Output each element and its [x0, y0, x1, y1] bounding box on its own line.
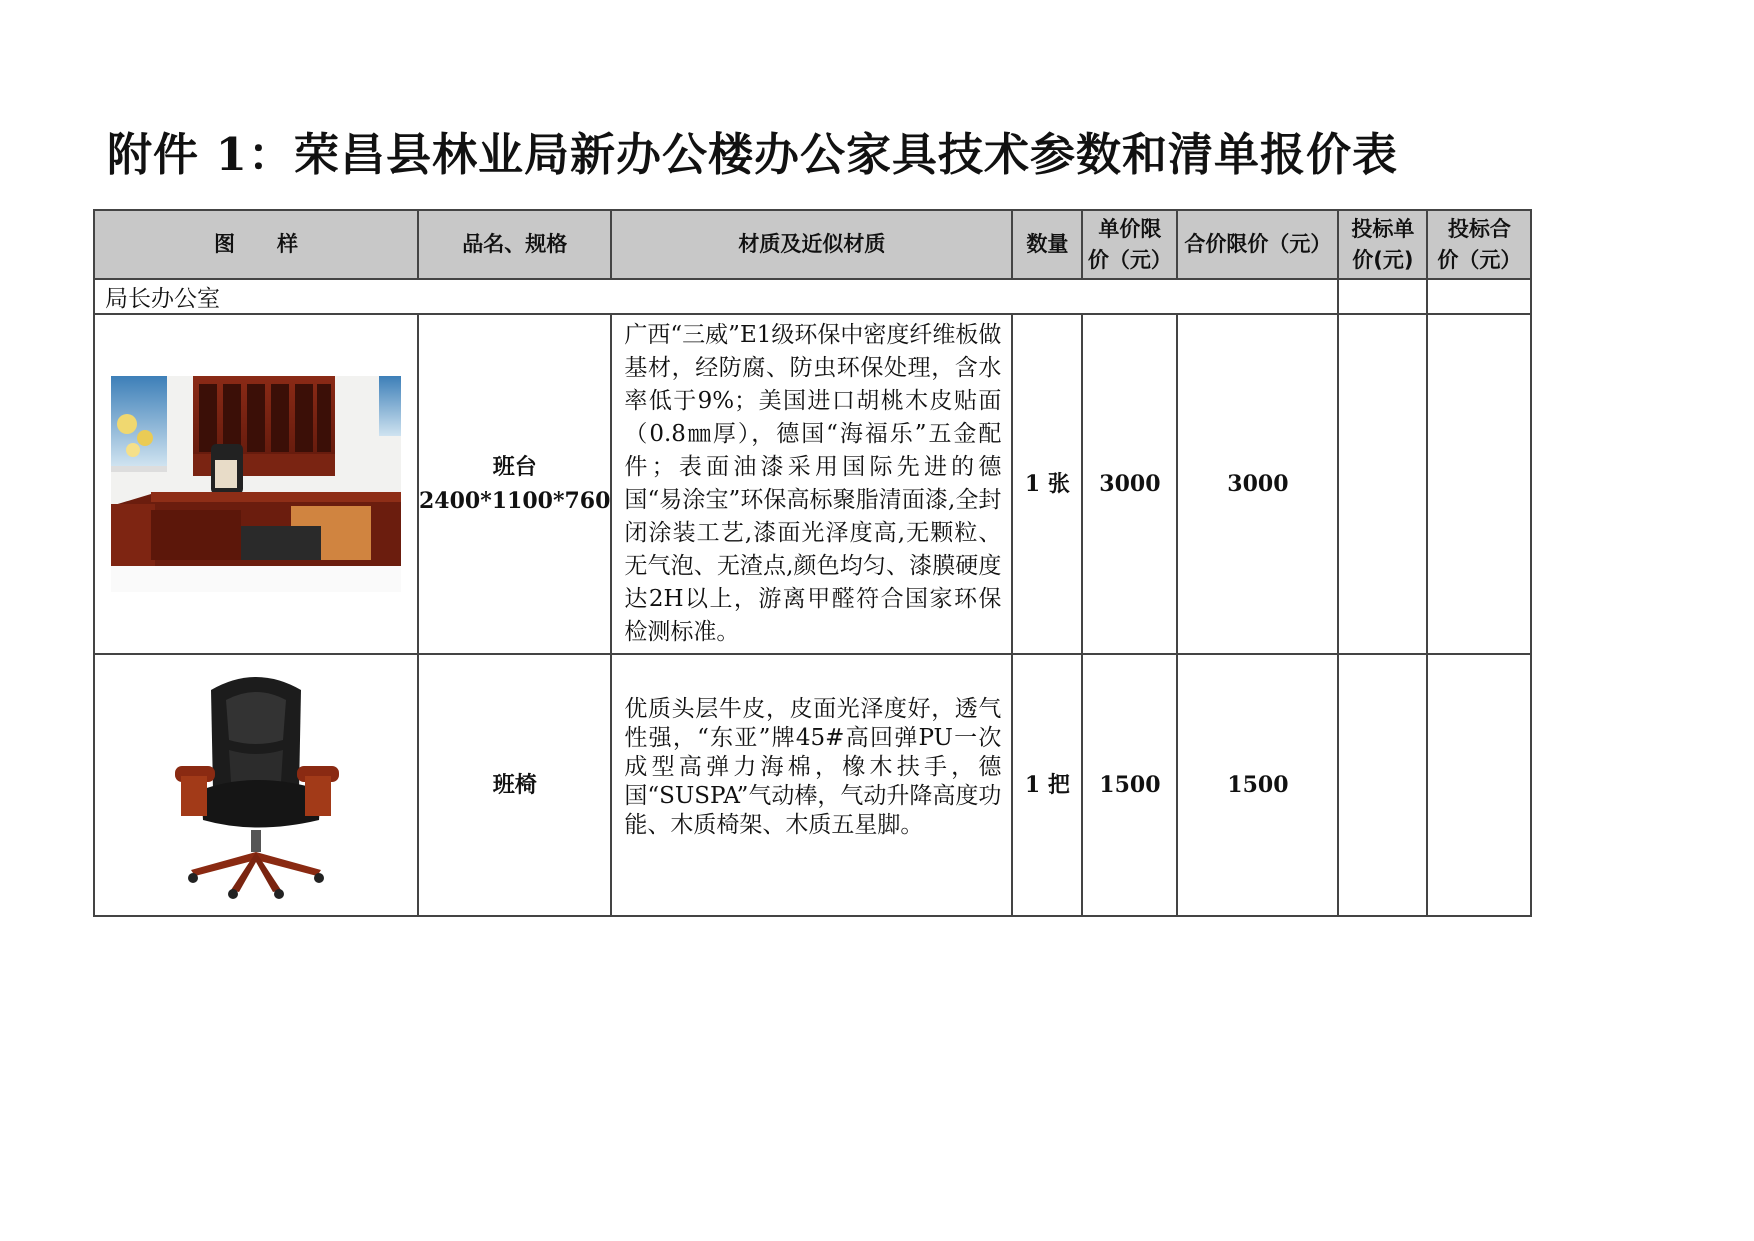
quote-table [93, 209, 1532, 917]
total-limit-value: 3000 [1177, 314, 1338, 654]
section-bid-unit-cell [1338, 279, 1427, 314]
table-row [94, 314, 1531, 654]
header-bid-unit-line2: 价(元) [1352, 247, 1414, 272]
header-unit-limit-line1: 单价限 [1098, 216, 1162, 241]
quantity-value: 1 把 [1012, 654, 1082, 916]
executive-desk-photo [111, 376, 401, 592]
material-description: 广西“三威”E1级环保中密度纤维板做基材，经防腐、防虫环保处理，含水率低于9%；美国进口胡桃木皮贴面（0.8㎜厚），德国“海福乐”五金配件；表面油漆采用国际先进的德国“易涂宝”环保高标聚脂清面漆,全封闭涂装工艺,漆面光泽度高,无颗粒、无气泡、无渣点,颜色均匀、漆膜硬度达2H以上，游离甲醛符合国家环保检测标准。 [611, 314, 1012, 654]
bid-unit-input[interactable] [1338, 314, 1427, 654]
header-bid-total-line1: 投标合 [1447, 216, 1511, 241]
product-spec: 2400*1100*760 [419, 488, 611, 514]
bid-total-input[interactable] [1427, 654, 1531, 916]
header-bid-unit [1338, 210, 1427, 279]
executive-chair-photo [171, 670, 341, 900]
header-total-limit: 合价限价（元） [1177, 210, 1338, 279]
total-limit-value: 1500 [1177, 654, 1338, 916]
header-unit-limit [1082, 210, 1177, 279]
table-row [94, 654, 1531, 916]
header-bid-total [1427, 210, 1531, 279]
section-row [94, 279, 1531, 314]
header-row [94, 210, 1531, 279]
bid-total-input[interactable] [1427, 314, 1531, 654]
header-bid-total-line2: 价（元） [1437, 247, 1522, 272]
header-name: 品名、规格 [418, 210, 611, 279]
unit-limit-value: 3000 [1082, 314, 1177, 654]
product-name: 班椅 [492, 772, 537, 798]
header-image: 图 样 [94, 210, 418, 279]
unit-limit-value: 1500 [1082, 654, 1177, 916]
bid-unit-input[interactable] [1338, 654, 1427, 916]
product-name-cell [418, 654, 611, 916]
header-unit-limit-line2: 价（元） [1087, 247, 1172, 272]
material-description: 优质头层牛皮，皮面光泽度好，透气性强，“东亚”牌45#高回弹PU一次成型高弹力海棉，橡木扶手，德国“SUSPA”气动棒，气动升降高度功能、木质椅架、木质五星脚。 [611, 654, 1012, 916]
header-material: 材质及近似材质 [611, 210, 1012, 279]
product-name-cell [418, 314, 611, 654]
image-cell [94, 314, 418, 654]
header-quantity: 数量 [1012, 210, 1082, 279]
section-label: 局长办公室 [94, 279, 1338, 314]
image-cell [94, 654, 418, 916]
section-bid-total-cell [1427, 279, 1531, 314]
header-bid-unit-line1: 投标单 [1351, 216, 1415, 241]
quantity-value: 1 张 [1012, 314, 1082, 654]
document-title: 附件 1：荣昌县林业局新办公楼办公家具技术参数和清单报价表 [107, 128, 1398, 181]
product-name: 班台 [492, 454, 537, 480]
